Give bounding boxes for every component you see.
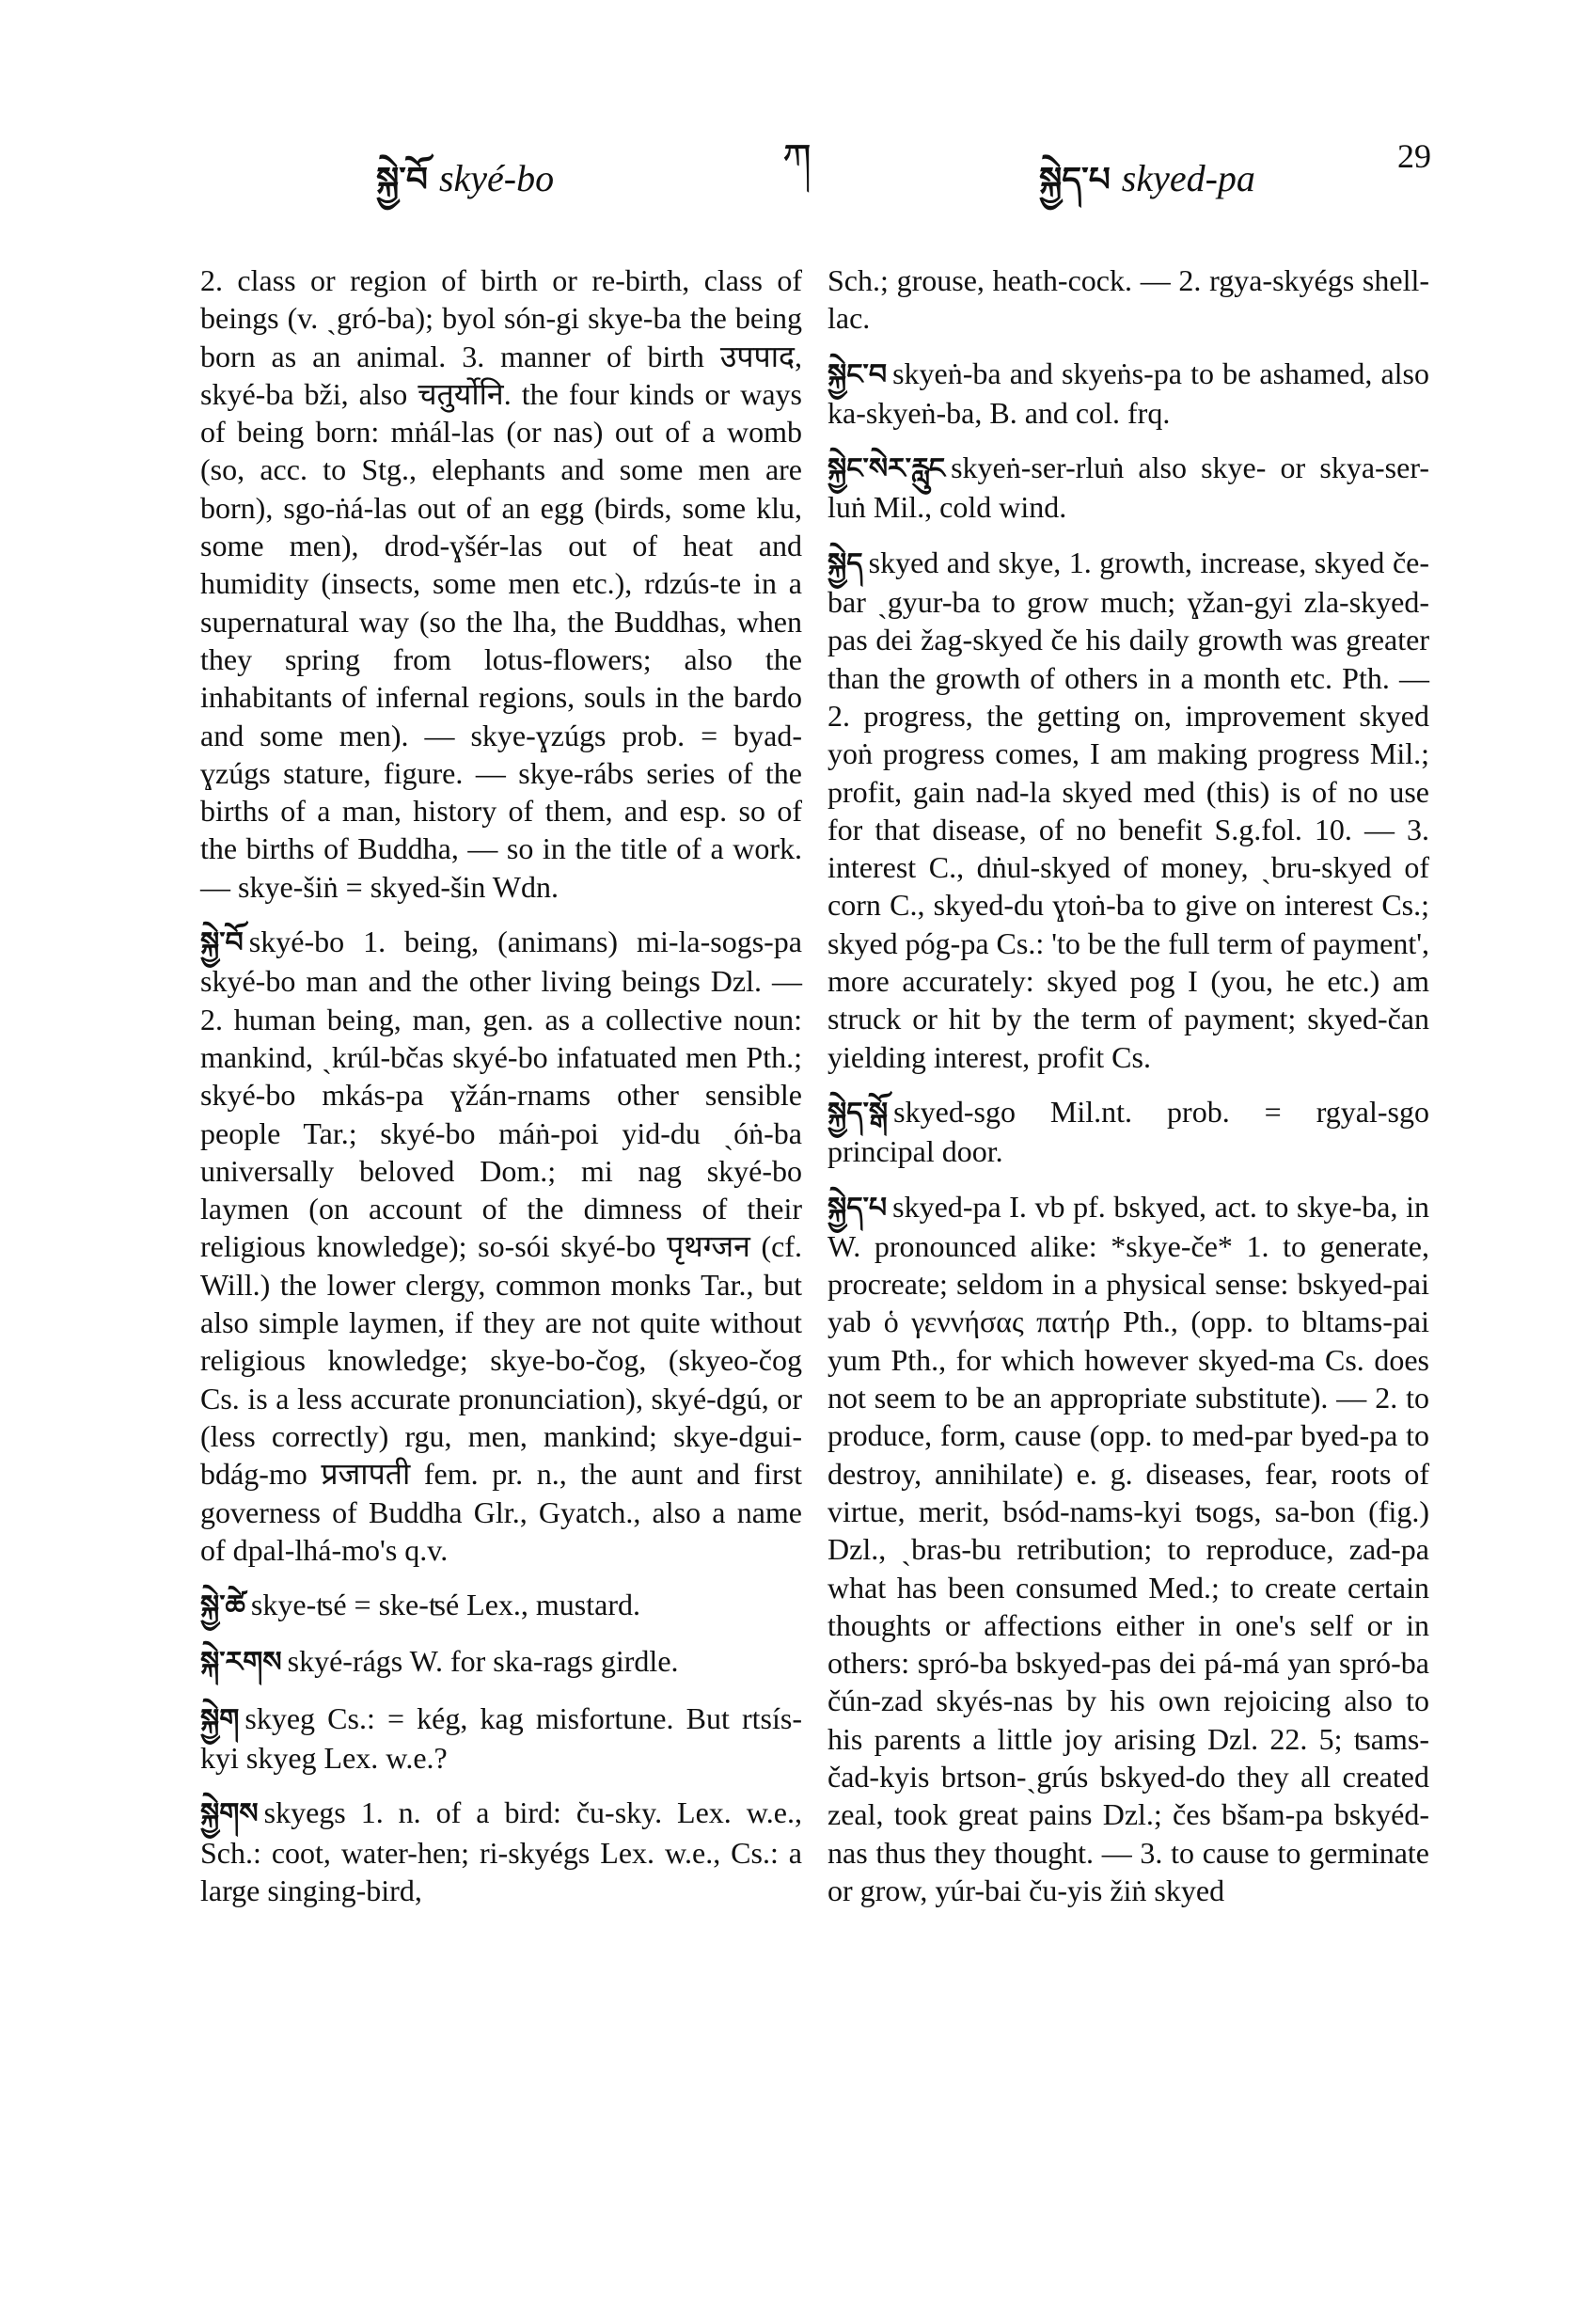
dictionary-entry xyxy=(200,923,802,1569)
dictionary-entry xyxy=(200,1642,802,1682)
entry-text: skyé-bo 1. being, (animans) mi-la-sogs-pa skyé-bo man and the other living beings Dzl. — 2. human being, man, gen. as a collective noun: mankind, ˏkrúl-bčas skyé-bo infatuated men Pth.; skyé-bo mkás-pa ɣžán-rnams other sensible people Tar.; skyé-bo máṅ-poi yid-du ˏóṅ-ba universally beloved Dom.; mi nag skyé-bo laymen (on account of the dimness of their religious knowledge); so-sói skyé-bo पृथग्जन (cf. Will.) the lower clergy, common monks Tar., but also simple laymen, if they are not quite without religious knowledge; skye-bo-čog, (skyeo-čog Cs. is a less accurate pronunciation), skyé-dgú, or (less correctly) rgu, men, mankind; skye-dgui-bdág-mo प्रजापती fem. pr. n., the aunt and first governess of Buddha Glr., Gyatch., also a name of dpal-lhá-mo's q.v. xyxy=(200,925,802,1567)
dictionary-entry xyxy=(200,1700,802,1778)
left-column xyxy=(200,261,802,1909)
running-header-left xyxy=(376,141,554,237)
dictionary-entry xyxy=(827,1093,1429,1171)
entry-tibetan-headword: སྐྱེང་བ xyxy=(827,357,888,391)
dictionary-entry xyxy=(200,1586,802,1625)
entry-tibetan-headword: སྐྱེད xyxy=(827,546,863,580)
header-right-tibetan: སྐྱེད་པ xyxy=(1039,161,1111,199)
entry-text: skyed-sgo Mil.nt. prob. = rgyal-sgo principal door. xyxy=(827,1094,1429,1169)
dictionary-entry xyxy=(827,261,1429,338)
entry-tibetan-headword: སྐེ་རགས xyxy=(200,1646,282,1680)
right-column xyxy=(827,261,1429,1909)
dictionary-entry xyxy=(200,261,802,906)
header-left-tibetan: སྐྱེ་བོ xyxy=(376,161,428,199)
entry-tibetan-headword: སྐྱེ་བོ xyxy=(200,926,244,960)
entry-text: 2. class or region of birth or re-birth, class of beings (v. ˏgró-ba); byol són-gi skye-ba the being born as an animal. 3. manner of birth उपपाद, skyé-ba bži, also चतुर्योनि. the four kinds or ways of being born: mṅál-las (or nas) out of a womb (so, acc. to Stg., elephants and some men are born), sgo-ṅá-las out of an egg (birds, some klu, some men), drod-ɣšér-las out of heat and humidity (insects, some men etc.), rdzús-te in a supernatural way (so the lha, the Buddhas, when they spring from lotus-flowers; also the inhabitants of infernal regions, souls in the bardo and some men). — skye-ɣzúgs prob. = byad-ɣzúgs stature, figure. — skye-rábs series of the births of a man, history of them, and esp. so of the births of Buddha, — so in the title of a work. — skye-šiṅ = skyed-šin Wdn. xyxy=(200,263,802,904)
entry-tibetan-headword: སྐྱེང་སེར་རླུང xyxy=(827,452,946,486)
page-number: 29 xyxy=(1397,137,1431,175)
dictionary-entry xyxy=(200,1794,802,1909)
entry-tibetan-headword: སྐྱེག xyxy=(200,1702,240,1736)
header-left-word: skyé-bo xyxy=(438,157,555,199)
dictionary-entry xyxy=(827,1188,1429,1910)
running-header-letter: ཀ xyxy=(782,135,812,183)
entry-text: skyé-rágs W. for ska-rags girdle. xyxy=(287,1644,679,1679)
dictionary-entry xyxy=(827,355,1429,433)
entry-text: Sch.; grouse, heath-cock. — 2. rgya-skyégs shell-lac. xyxy=(827,263,1429,336)
entry-text: skyeg Cs.: = kég, kag misfortune. But rtsís-kyi skyeg Lex. w.e.? xyxy=(200,1700,802,1775)
entry-text: skyed-pa I. vb pf. bskyed, act. to skye-ba, in W. pronounced alike: *skye-če* 1. to generate, procreate; seldom in a physical sense: bskyed-pai yab ὁ γεννήσας πατήρ Pth., (opp. to bltams-pai yum Pth., for which however skyed-ma Cs. does not seem to be an appropriate substitute). — 2. to produce, form, cause (opp. to med-par byed-pa to destroy, annihilate) e. g. diseases, fear, roots of virtue, merit, bsód-nams-kyi ʦogs, sa-bon (fig.) Dzl., ˏbras-bu retribution; to reproduce, zad-pa what has been consumed Med.; to create certain thoughts or affections either in one's self or in others: spró-ba bskyed-pas dei pá-má yan spró-ba čún-zad skyés-nas by his own rejoicing also to his parents a little joy arising Dzl. 22. 5; ʦams-čad-kyis brtson-ˏgrús bskyed-do they all created zeal, took great pains Dzl.; čes bšam-pa bskyéd-nas thus they thought. — 3. to cause to germinate or grow, yúr-bai ču-yis žiṅ skyed xyxy=(827,1189,1429,1907)
entry-tibetan-headword: སྐྱེད་སྒོ xyxy=(827,1096,889,1130)
entry-tibetan-headword: སྐྱེགས xyxy=(200,1797,259,1831)
entry-tibetan-headword: སྐྱེད་པ xyxy=(827,1191,888,1225)
entry-text: skyeṅ-ser-rluṅ also skye- or skya-ser-luṅ Mil., cold wind. xyxy=(827,451,1429,525)
header-right-word: skyed-pa xyxy=(1121,157,1255,199)
dictionary-entry xyxy=(827,449,1429,527)
entry-text: skye-ʦé = ske-ʦé Lex., mustard. xyxy=(250,1588,640,1622)
entry-text: skyeṅ-ba and skyeṅs-pa to be ashamed, also ka-skyeṅ-ba, B. and col. frq. xyxy=(827,356,1429,430)
running-header-right xyxy=(1039,141,1255,237)
entry-tibetan-headword: སྐྱེ་ཚེ xyxy=(200,1589,245,1623)
entry-text: skyed and skye, 1. growth, increase, skyed če-bar ˏgyur-ba to grow much; ɣžan-gyi zla-skyed-pas dei žag-skyed če his daily growth was greater than the growth of others in a month etc. Pth. — 2. progress, the getting on, improvement skyed yoṅ progress comes, I am making progress Mil.; profit, gain nad-la skyed med (this) is of no use for that disease, of no benefit S.g.fol. 10. — 3. interest C., dṅul-skyed of money, ˏbru-skyed of corn C., skyed-du ɣtoṅ-ba to give on interest Cs.; skyed póg-pa Cs.: 'to be the full term of payment', more accurately: skyed pog I (you, he etc.) am struck or hit by the term of payment; skyed-čan yielding interest, profit Cs. xyxy=(827,545,1429,1074)
entry-text: skyegs 1. n. of a bird: ču-sky. Lex. w.e., Sch.: coot, water-hen; ri-skyégs Lex. w.e., Cs.: a large singing-bird, xyxy=(200,1795,802,1907)
dictionary-entry xyxy=(827,544,1429,1076)
